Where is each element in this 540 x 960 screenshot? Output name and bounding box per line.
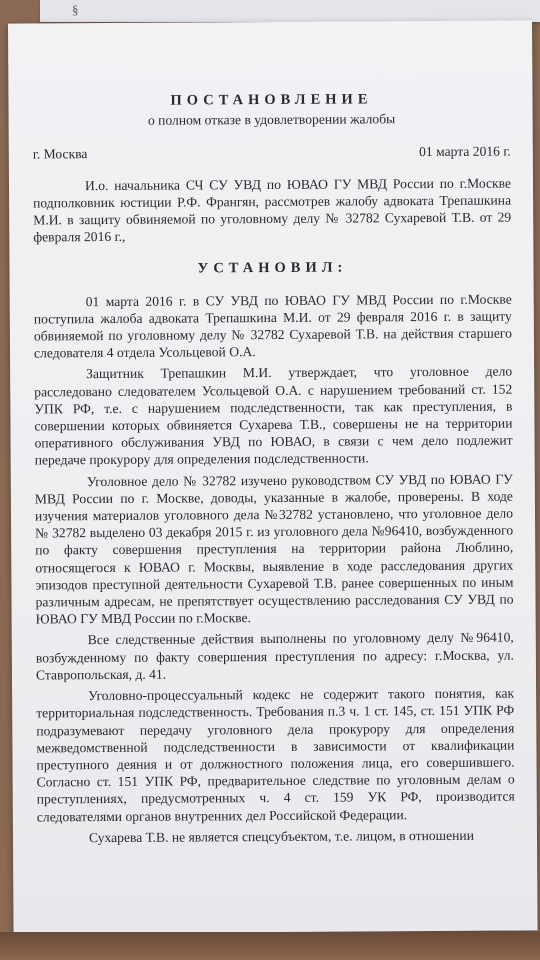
document-subtitle: о полном отказе в удовлетворении жалобы — [147, 111, 396, 128]
document-city: г. Москва — [32, 146, 88, 162]
body-paragraph: Уголовное дело № 32782 изучено руководством СУ УВД по ЮВАО ГУ МВД России по г. Москве, доводы, указанные в жалобе, проверены. В ходе изучения материалов уголовного дела №32782 установлено, что уголовное дело № 32782 выделено 03 декабря 2015 г. из уголовного дела №96410, возбужденного по факту совершения преступления на территории района Люблино, относящегося к ЮВАО г. Москвы, выявление в ходе расследования других эпизодов преступной деятельности Сухаревой Т.В. ранее совершенных по иным различным адресам, не препятствует осуществлению расследования СУ УВД по ЮВАО ГУ МВД России по г.Москве. — [34, 471, 514, 627]
intro-paragraph: И.о. начальника СЧ СУ УВД по ЮВАО ГУ МВД России по г.Москве подполковник юстиции Р.Ф. Франгян, рассмотрев жалобу адвоката Трепашкина М.И. в защиту обвиняемой по уголовному делу № 32782 Сухаревой Т.В. от 29 февраля 2016 г., — [33, 175, 512, 245]
body-paragraph: Сухарева Т.В. не является спецсубъектом, т.е. лицом, в отношении — [88, 827, 475, 845]
desk-surface — [0, 932, 540, 960]
section-mark: § — [72, 2, 79, 17]
underlying-sheet — [40, 0, 540, 22]
document-page — [8, 20, 538, 933]
document-body — [32, 91, 515, 851]
body-paragraph: 01 марта 2016 г. в СУ УВД по ЮВАО ГУ МВД России по г.Москве поступила жалоба адвоката Трепашкина М.И. от 29 февраля 2016 г. в защиту обвиняемой по уголовному делу № 32782 Сухаревой Т.В. на действия старшего следователя 4 отдела Усольцевой О.А. — [33, 291, 512, 361]
body-paragraph: Защитник Трепашкин М.И. утверждает, что уголовное дело расследовано следователем Усольцевой О.А. с нарушением требований ст. 152 УПК РФ, т.е. с нарушением подследственности, так как преступления, в совершении которых обвиняется Сухарева Т.В., совершены не на территории оперативного обслуживания УВД по ЮВАО, в связи с чем дело подлежит передаче прокурору для определения подследственности. — [34, 363, 513, 468]
document-date: 01 марта 2016 г. — [419, 143, 511, 160]
place-date-row — [33, 143, 511, 163]
body-paragraph: Все следственные действия выполнены по уголовному делу №96410, возбужденному по факту совершения преступления по адресу: г.Москва, ул. Ставропольская, д. 41. — [35, 630, 514, 683]
body-paragraph: Уголовно-процессуальный кодекс не содержит такого понятия, как территориальная подследственность. Требования п.3 ч. 1 ст. 145, ст. 151 УПК РФ подразумевают передачу уголовного дела прокурору для определения межведомственной подследственности в зависимости от квалификации преступного деяния и от должностного положения лица, его совершившего. Согласно ст. 151 УПК РФ, предварительное следствие по уголовным делам о преступлениях, предусмотренных ч. 4 ст. 159 УК РФ, производится следователями органов внутренних дел Российской Федерации. — [36, 685, 515, 824]
document-title: ПОСТАНОВЛЕНИЕ — [170, 91, 373, 109]
section-heading: УСТАНОВИЛ: — [197, 259, 348, 277]
